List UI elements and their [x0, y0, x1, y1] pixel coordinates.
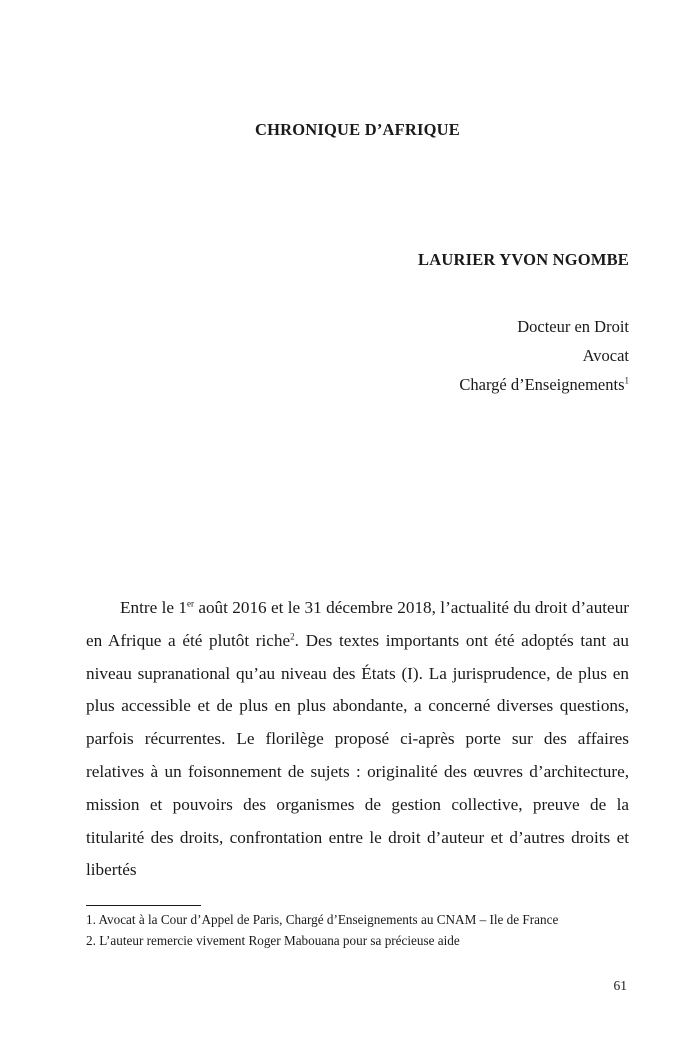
footnote-ref-1: 1: [624, 375, 629, 386]
body-text-rest: . Des textes importants ont été adoptés tant au niveau supranational qu’au niveau des États (I). La jurisprudence, de plus en plus accessible et de plus en plus abondante, a concerné diverses questions, parfois récurrentes. Le florilège proposé ci-après porte sur des affaires relatives à un foisonnement de sujets : originalité des œuvres d’architecture, mission et pouvoirs des organismes de gestion collective, preuve de la titularité des droits, confrontation entre le droit d’auteur et d’autres droits et libertés: [86, 630, 629, 880]
chapter-title: CHRONIQUE D’AFRIQUE: [254, 120, 460, 139]
page-number: 61: [613, 978, 627, 993]
credential-teaching-label: Chargé d’Enseignements: [459, 375, 625, 394]
body-text-middle: août 2016 et le 31 décembre 2018, l’actualité du droit d’auteur en Afrique a été plutôt riche: [86, 598, 630, 650]
footnotes: [86, 909, 646, 951]
footnote-2: 2. L’auteur remercie vivement Roger Mabouana pour sa précieuse aide: [86, 933, 460, 948]
footnote-divider: [86, 905, 201, 906]
body-paragraph: [86, 592, 629, 887]
author-credentials: [459, 312, 629, 399]
ordinal-superscript: er: [186, 598, 194, 609]
footnote-1: 1. Avocat à la Cour d’Appel de Paris, Chargé d’Enseignements au CNAM – Ile de France: [86, 912, 559, 927]
author-name: LAURIER YVON NGOMBE: [418, 250, 629, 269]
body-text-start: Entre le 1: [120, 598, 187, 617]
footnote-ref-2: 2: [290, 631, 295, 642]
credential-profession: Avocat: [582, 346, 629, 365]
credential-teaching: [459, 370, 629, 399]
credential-degree: Docteur en Droit: [517, 317, 629, 336]
